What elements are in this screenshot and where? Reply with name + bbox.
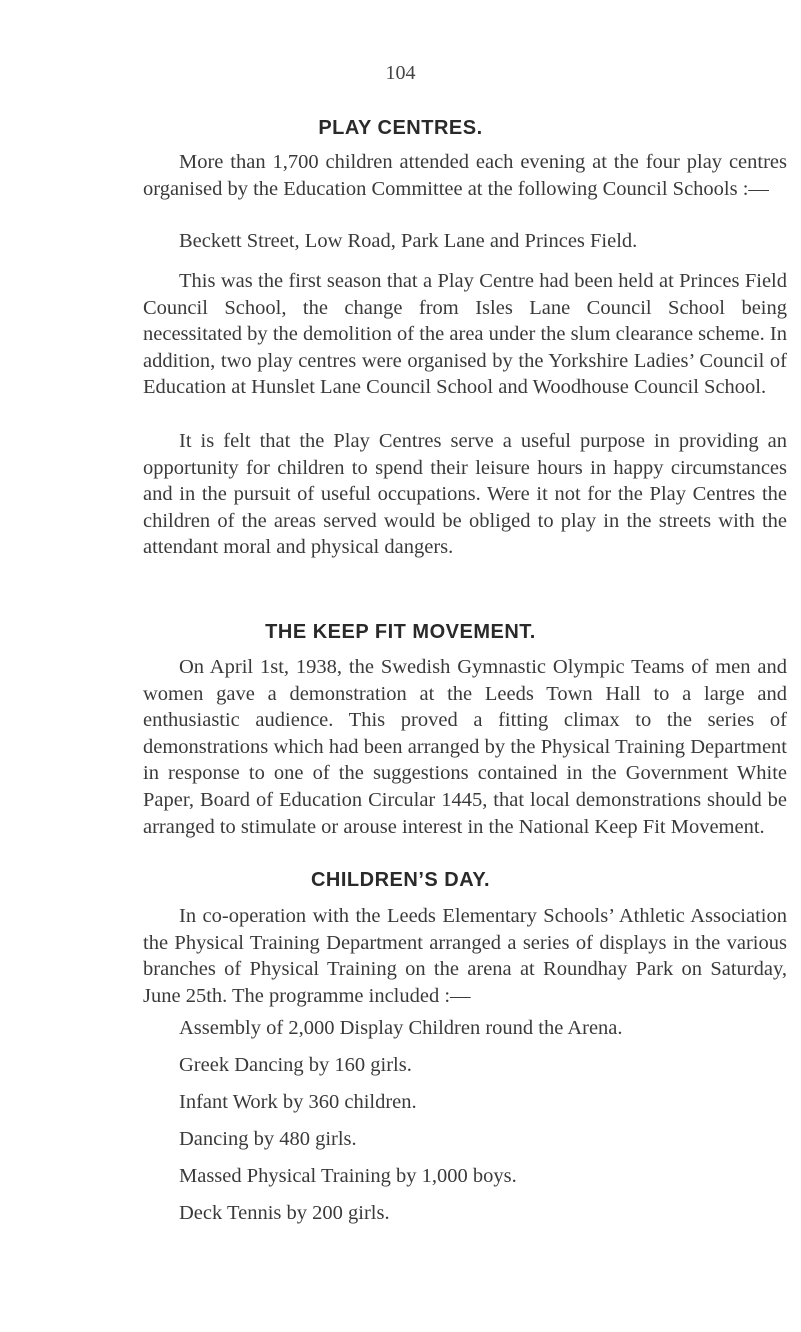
programme-item: Deck Tennis by 200 girls. — [179, 1202, 390, 1224]
programme-item: Dancing by 480 girls. — [179, 1128, 357, 1150]
page-number: 104 — [385, 62, 416, 84]
heading-childrens-day: CHILDREN’S DAY. — [310, 869, 490, 891]
play-centres-paragraph-2: This was the first season that a Play Centre had been held at Princes Field Council School, the change from Isles Lane Council School being necessitated by the demolition of the area under the slum clearance scheme. In addition, two play centres were organised by the Yorkshire Ladies’ Council of Education at Hunslet Lane Council School and Woodhouse Council School. — [143, 270, 787, 399]
heading-keep-fit: THE KEEP FIT MOVEMENT. — [265, 621, 536, 643]
play-centres-schools: Beckett Street, Low Road, Park Lane and Princes Field. — [179, 230, 638, 252]
play-centres-intro: More than 1,700 children attended each evening at the four play centres organised by the Education Committee at the following Council Schools :— — [143, 151, 787, 200]
programme-item: Greek Dancing by 160 girls. — [179, 1054, 412, 1076]
programme-item: Assembly of 2,000 Display Children round the Arena. — [179, 1017, 623, 1039]
play-centres-paragraph-3: It is felt that the Play Centres serve a useful purpose in providing an opportunity for children to spend their leisure hours in happy circumstances and in the pursuit of useful occupations. Were it not for the Play Centres the children of the areas served would be obliged to play in the streets with the attendant moral and physical dangers. — [143, 430, 787, 559]
programme-item: Infant Work by 360 children. — [179, 1091, 417, 1113]
keep-fit-paragraph: On April 1st, 1938, the Swedish Gymnastic Olympic Teams of men and women gave a demonstration at the Leeds Town Hall to a large and enthusiastic audience. This proved a fitting climax to the series of demonstrations which had been arranged by the Physical Training Department in response to one of the suggestions contained in the Government White Paper, Board of Education Circular 1445, that local demonstrations should be arranged to stimulate or arouse interest in the National Keep Fit Movement. — [143, 656, 787, 838]
programme-item: Massed Physical Training by 1,000 boys. — [179, 1165, 517, 1187]
heading-play-centres: PLAY CENTRES. — [318, 117, 483, 139]
childrens-day-paragraph: In co-operation with the Leeds Elementary Schools’ Athletic Association the Physical Training Department arranged a series of displays in the various branches of Physical Training on the arena at Roundhay Park on Saturday, June 25th. The programme included :— — [143, 905, 787, 1007]
